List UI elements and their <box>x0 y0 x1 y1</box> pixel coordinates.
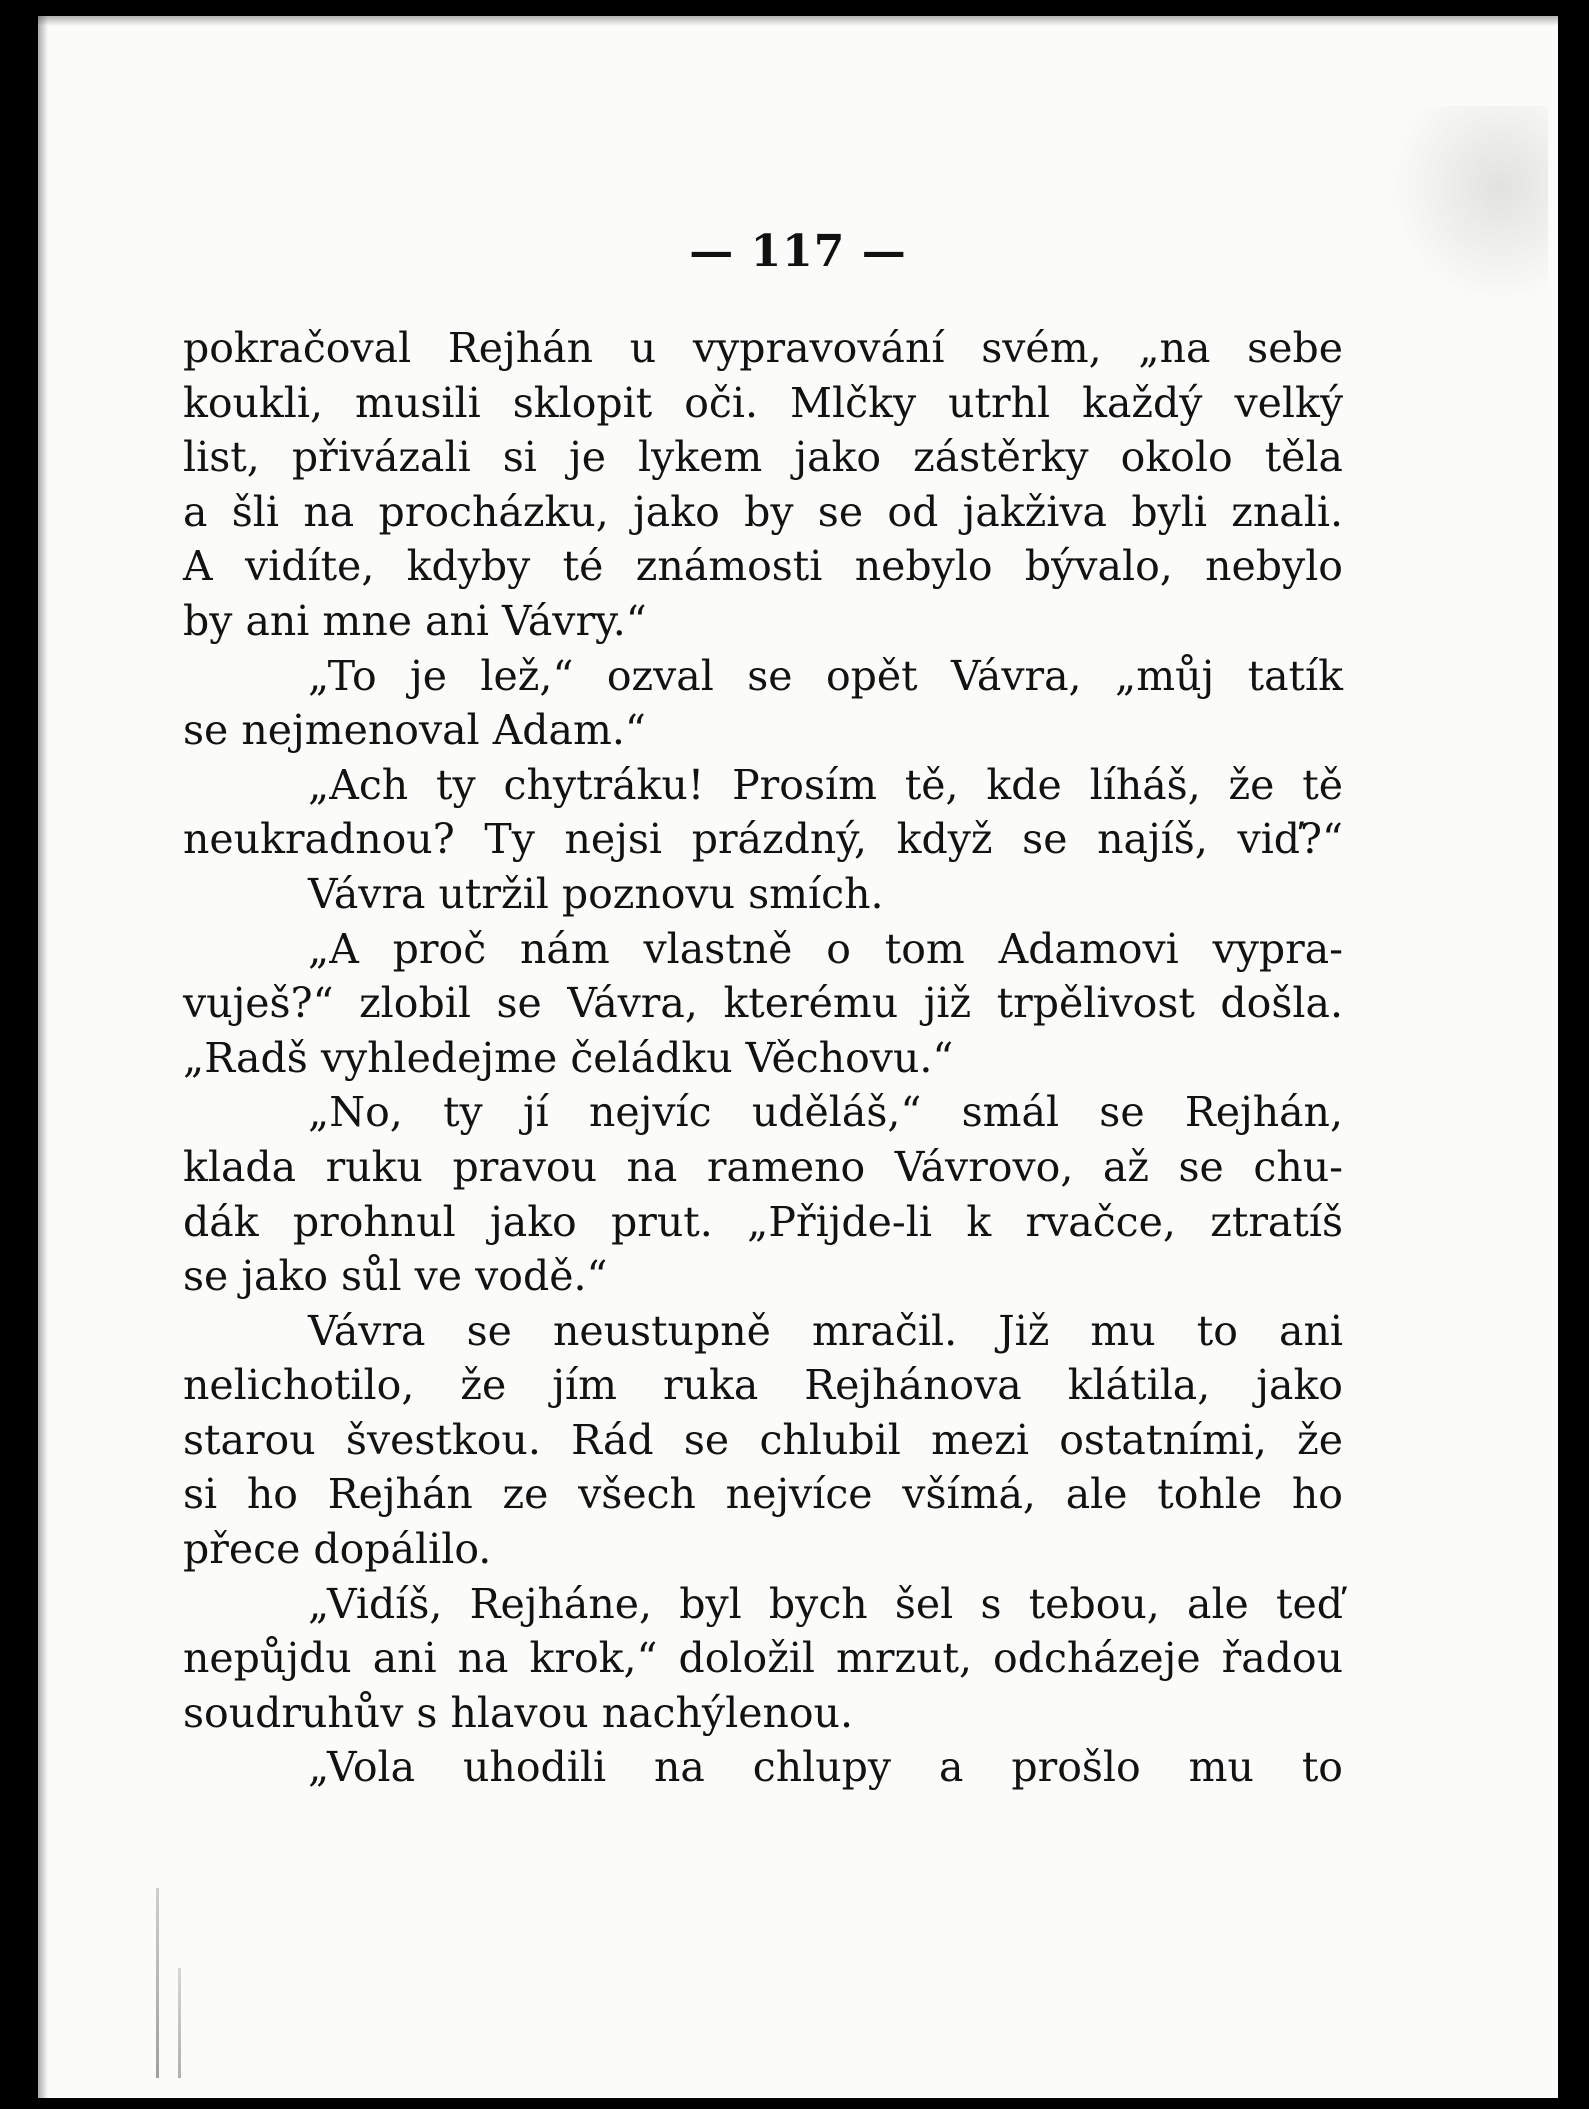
scan-shadow-left <box>38 16 48 2098</box>
text-line: A vidíte, kdyby té známosti nebylo bývalo, nebylo <box>183 542 1343 591</box>
body-text <box>183 321 1343 1795</box>
text-line: vuješ?“ zlobil se Vávra, kterému již trpělivost došla. <box>183 979 1343 1028</box>
text-line: nepůjdu ani na krok,“ doložil mrzut, odcházeje řadou <box>183 1634 1343 1683</box>
text-line: „A proč nám vlastně o tom Adamovi vypra- <box>308 924 1343 973</box>
text-line: klada ruku pravou na rameno Vávrovo, až se chu- <box>183 1142 1343 1191</box>
text-line: list, přivázali si je lykem jako zástěrky okolo těla <box>183 433 1343 482</box>
text-line: „To je lež,“ ozval se opět Vávra, „můj tatík <box>308 651 1343 700</box>
text-line: pokračoval Rejhán u vypravování svém, „na sebe <box>183 324 1343 372</box>
text-line: Vávra utržil poznovu smích. <box>308 869 884 918</box>
text-line: Vávra se neustupně mračil. Již mu to ani <box>308 1306 1343 1355</box>
page-number: — 117 — <box>689 226 907 277</box>
text-line: „Vola uhodili na chlupy a prošlo mu to <box>308 1743 1343 1792</box>
text-line: se jako sůl ve vodě.“ <box>183 1252 608 1301</box>
text-line: neukradnou? Ty nejsi prázdný, když se najíš, viď?“ <box>183 815 1343 864</box>
text-line: přece dopálilo. <box>183 1525 492 1574</box>
text-line: dák prohnul jako prut. „Přijde-li k rvačce, ztratíš <box>183 1197 1343 1246</box>
text-line: „Radš vyhledejme čeládku Věchovu.“ <box>183 1033 954 1082</box>
book-page <box>38 16 1558 2098</box>
text-line: nelichotilo, že jím ruka Rejhánova klátila, jako <box>183 1361 1343 1410</box>
text-line: „No, ty jí nejvíc uděláš,“ smál se Rejhán, <box>308 1088 1343 1137</box>
text-line: starou švestkou. Rád se chlubil mezi ostatními, že <box>183 1415 1343 1464</box>
binding-mark <box>178 1968 181 2078</box>
text-line: „Vidíš, Rejháne, byl bych šel s tebou, ale teď <box>308 1579 1343 1628</box>
scan-shadow-top <box>38 16 1558 26</box>
text-line: a šli na procházku, jako by se od jakživa byli znali. <box>183 487 1343 536</box>
text-line: by ani mne ani Vávry.“ <box>183 596 647 645</box>
text-line: koukli, musili sklopit oči. Mlčky utrhl každý velký <box>183 378 1343 427</box>
text-line: soudruhův s hlavou nachýlenou. <box>183 1688 853 1737</box>
text-line: si ho Rejhán ze všech nejvíce všímá, ale tohle ho <box>183 1470 1343 1519</box>
text-line: „Ach ty chytráku! Prosím tě, kde líháš, že tě <box>308 760 1343 809</box>
binding-mark <box>156 1888 159 2078</box>
text-line: se nejmenoval Adam.“ <box>183 706 646 755</box>
